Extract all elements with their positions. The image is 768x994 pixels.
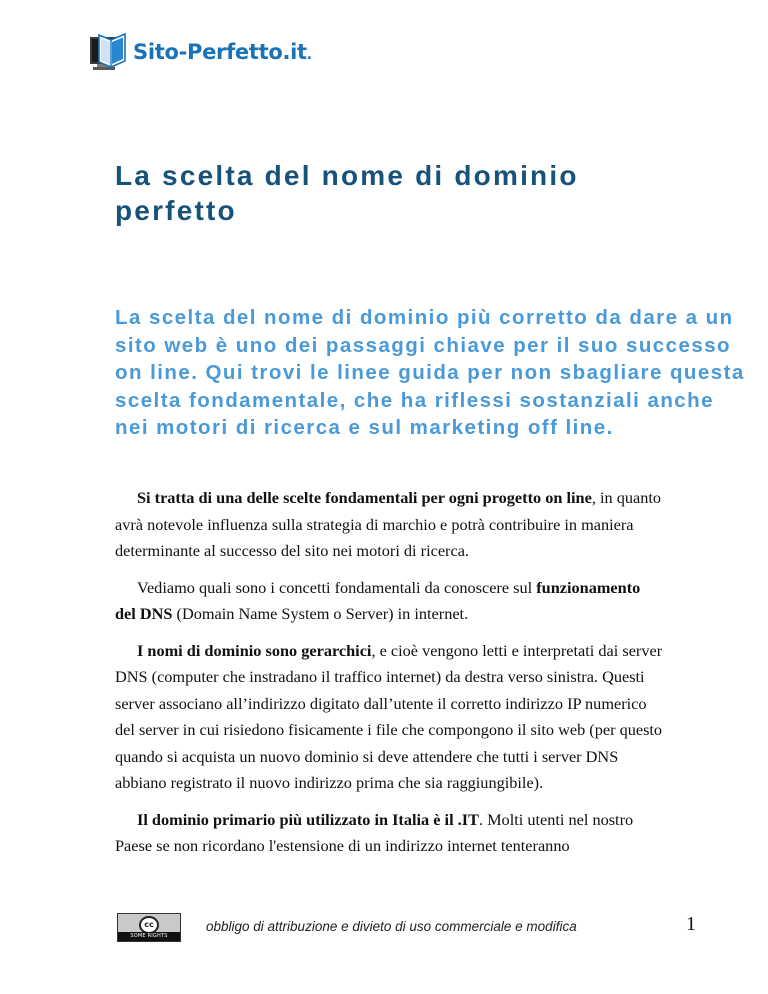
page-number: 1 [686, 913, 696, 935]
paragraph-text: , e cioè vengono letti e interpretati dai server DNS (computer che instradano il traffico internet) da destra verso sinistra. Questi server associano all’indirizzo digitato dall’utente il corretto indirizzo IP numerico del server in cui risiedono fisicamente i file che compongono il sito web (per questo quando si acquista un nuovo dominio si deve attendere che tutti i server DNS abbiano registrato il nuovo indirizzo prima che sia raggiungibile). [115, 640, 663, 792]
cc-label: SOME RIGHTS RESERVED [118, 932, 180, 941]
cc-icon: cc [139, 916, 159, 934]
site-logo[interactable] [89, 30, 312, 74]
paragraph [115, 485, 663, 565]
logo-text: Sito-Perfetto.it [133, 40, 307, 64]
paragraph [115, 807, 663, 860]
paragraph-bold: Si tratta di una delle scelte fondamentali per ogni progetto on line [137, 488, 592, 507]
paragraph-bold: Il dominio primario più utilizzato in Italia è il .IT [137, 809, 479, 829]
book-monitor-icon [89, 31, 129, 73]
paragraph-text: , in quanto avrà notevole influenza sulla strategia di marchio e potrà contribuire in maniera determinante al successo del sito nei motori di ricerca. [115, 488, 661, 560]
license-notice: obbligo di attribuzione e divieto di uso commerciale e modifica [206, 919, 577, 934]
creative-commons-badge[interactable] [117, 913, 181, 948]
paragraph-pre: Vediamo quali sono i concetti fondamentali da conoscere sul [137, 577, 537, 597]
paragraph-bold: I nomi di dominio sono gerarchici [137, 640, 372, 660]
page-title: La scelta del nome di dominio perfetto [115, 160, 579, 226]
paragraph [115, 575, 663, 628]
paragraph-text: . Molti utenti nel nostro Paese se non ricordano l'estensione di un indirizzo internet tenteranno [115, 809, 634, 855]
paragraph [115, 638, 663, 797]
page-subtitle: La scelta del nome di dominio più corretto da dare a un sito web è uno dei passaggi chiave per il suo successo on line. Qui trovi le linee guida per non sbagliare questa scelta fondamentale, che ha riflessi sostanziali anche nei motori di ricerca e sul marketing off line. [115, 306, 745, 440]
logo-dot: . [306, 47, 312, 63]
paragraph-bold: funzionamento del DNS [115, 577, 641, 623]
article-body [115, 485, 663, 870]
paragraph-text: (Domain Name System o Server) in internet. [172, 604, 469, 623]
